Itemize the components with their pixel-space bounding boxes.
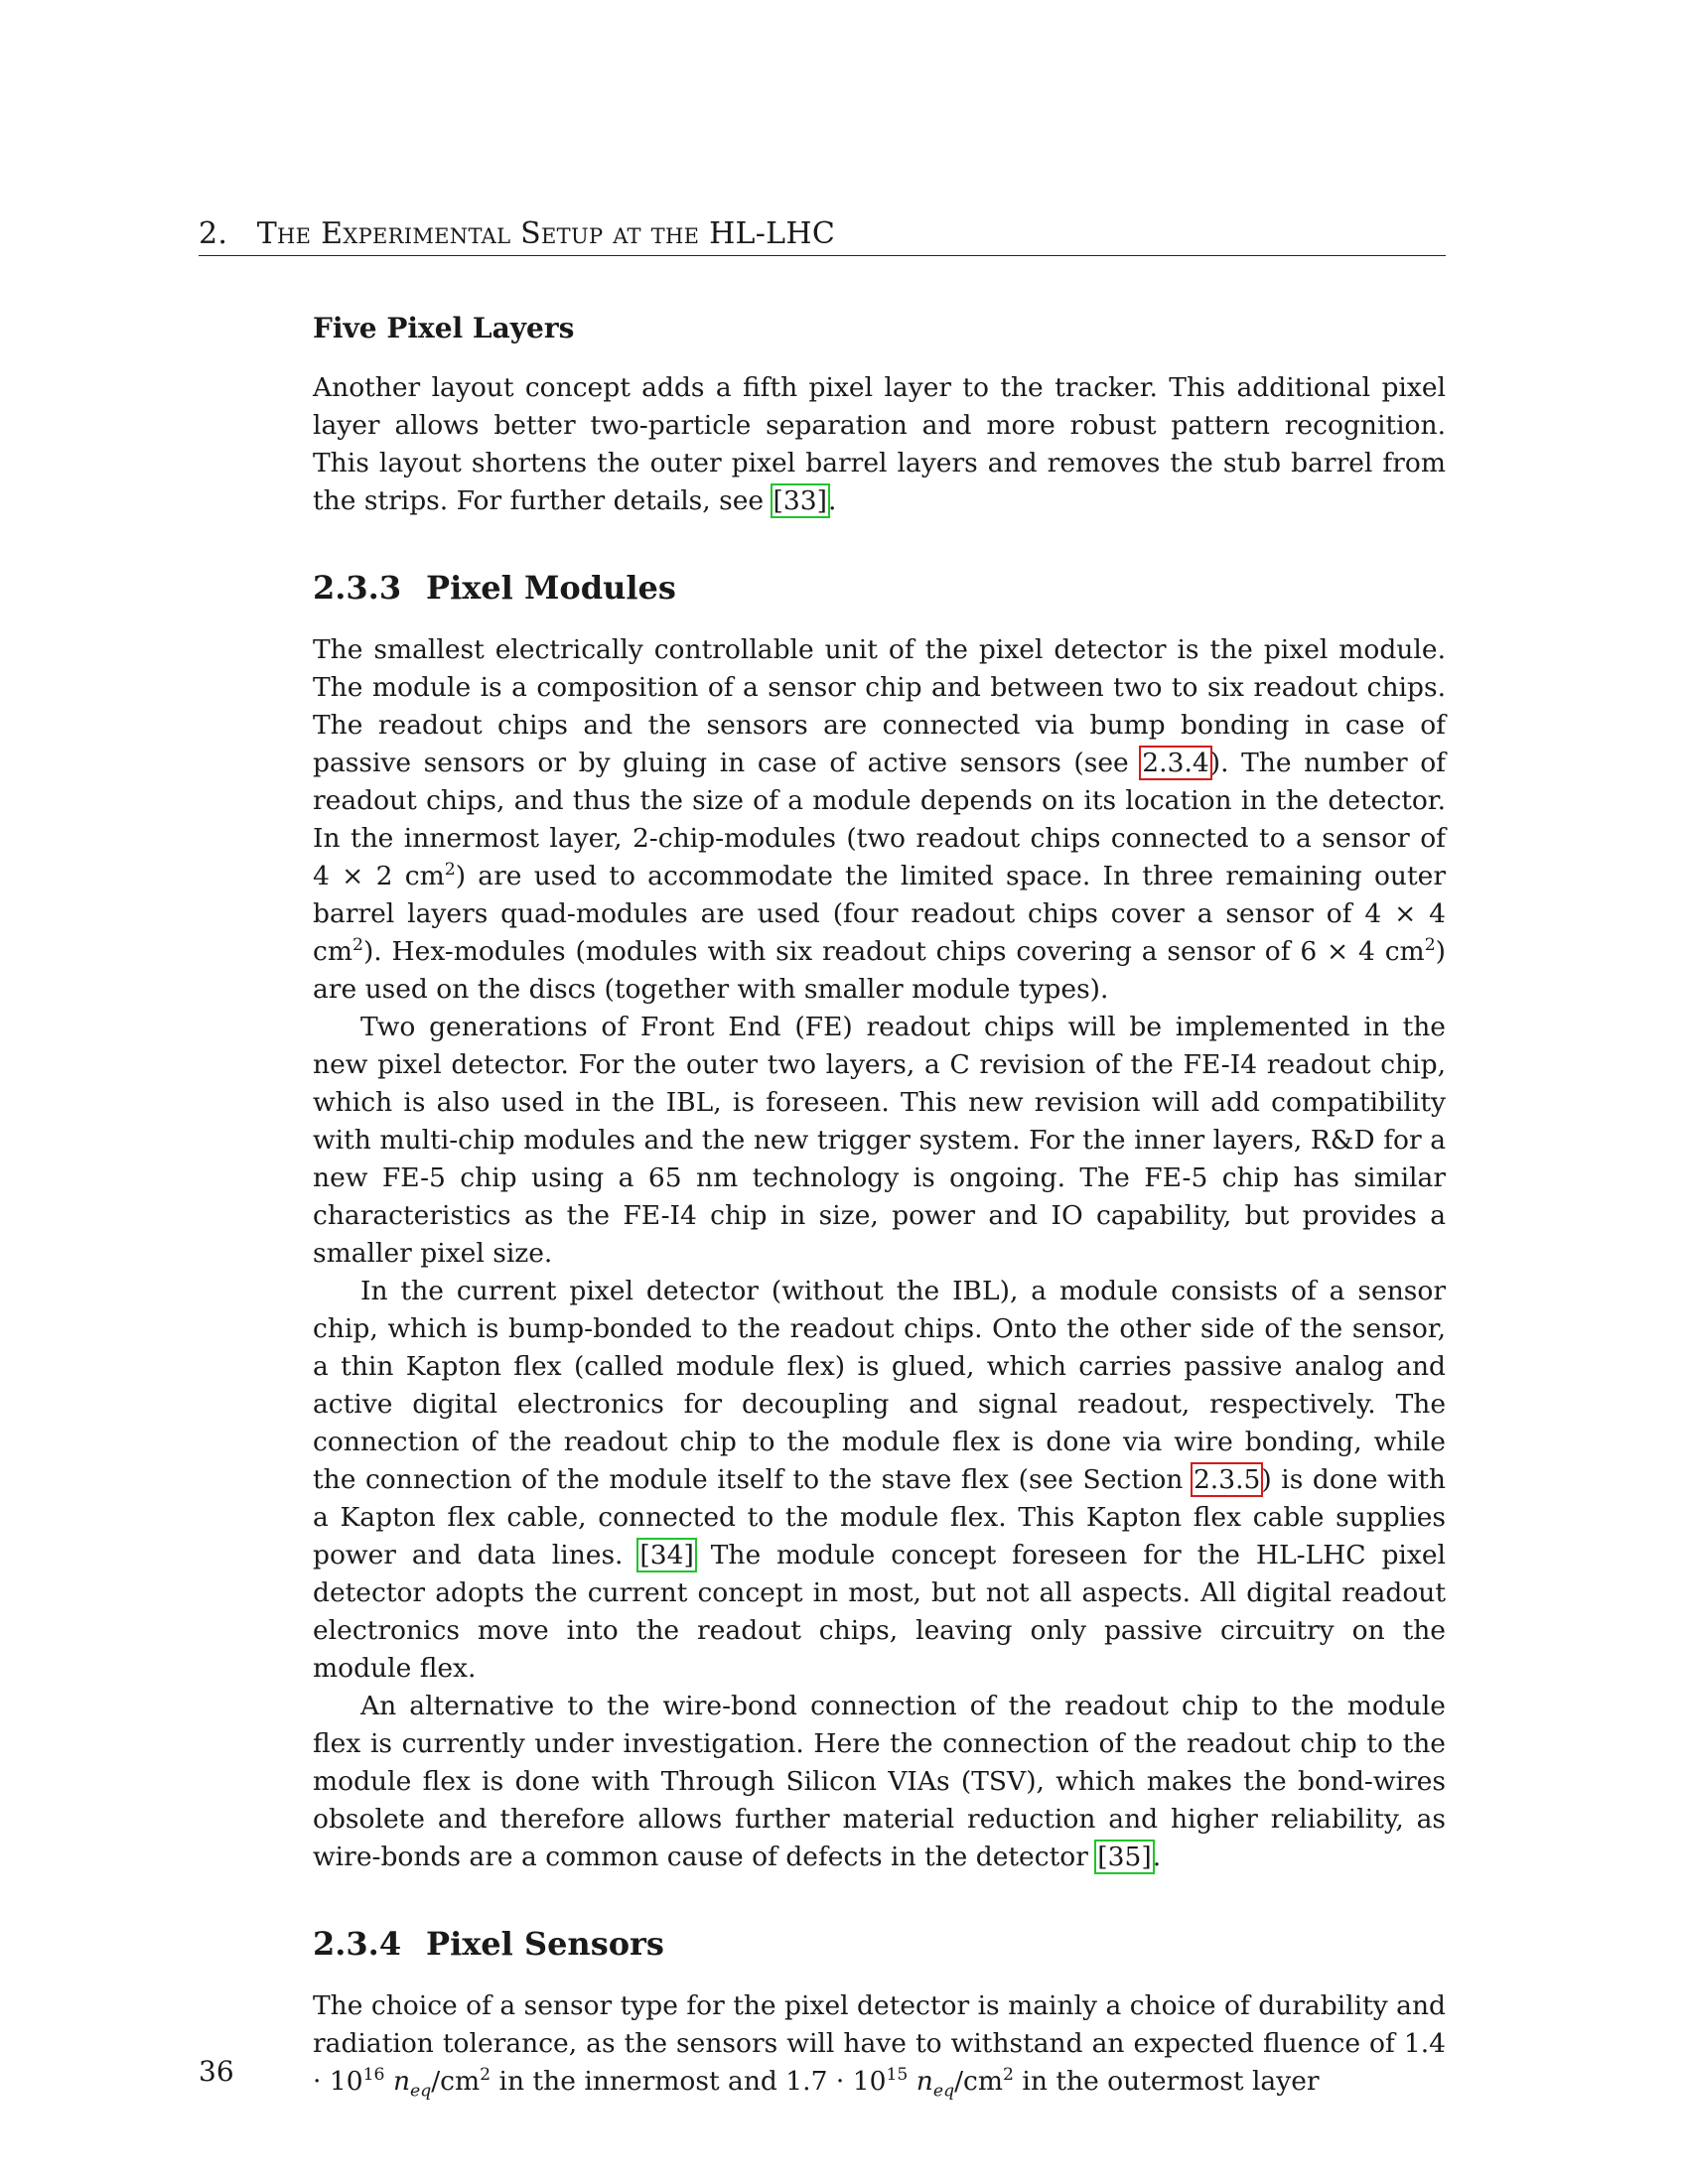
text: ). The number of readout chips, and thus the size of a module depends on its location in the detector. In the innermost layer, 2-chip-modules (two readout chips connected to a sensor of 4 × 2 cm — [313, 748, 1446, 891]
exponent: 16 — [362, 2065, 385, 2086]
text: in the innermost and 1.7 · 10 — [491, 2066, 887, 2097]
paragraph-five-pixel-layers — [313, 369, 1446, 520]
text: The choice of a sensor type for the pixel detector is mainly a choice of durability and radiation tolerance, as the sensors will have to withstand an expected fluence of 1.4 · 10 — [313, 1990, 1446, 2097]
symbol-n: n — [915, 2066, 933, 2097]
page-body — [313, 310, 1446, 2101]
section-number: 2.3.3 — [313, 569, 402, 607]
text: ) is done with a Kapton flex cable, connected to the module flex. This Kapton flex cable supplies power and data lines. — [313, 1464, 1446, 1570]
paragraph-modules-4 — [313, 1688, 1446, 1876]
citation-link-35[interactable]: [35] — [1097, 1842, 1152, 1872]
text: ). Hex-modules (modules with six readout chips covering a sensor of 6 × 4 cm — [362, 936, 1425, 967]
page-number: 36 — [199, 2055, 234, 2088]
unit: /cm — [431, 2066, 481, 2097]
text: ) are used on the discs (together with smaller module types). — [313, 936, 1446, 1005]
paragraph-modules-2: Two generations of Front End (FE) readout chips will be implemented in the new pixel detector. For the outer two layers, a C revision of the FE-I4 readout chip, which is also used in the IBL, is foreseen. This new revision will add compatibility with multi-chip modules and the new trigger system. For the inner layers, R&D for a new FE-5 chip using a 65 nm technology is ongoing. The FE-5 chip has similar characteristics as the FE-I4 chip in size, power and IO capability, but provides a smaller pixel size. — [313, 1012, 1446, 1269]
unit: /cm — [954, 2066, 1003, 2097]
text: . — [1152, 1842, 1162, 1872]
superscript: 2 — [444, 860, 456, 881]
citation-link-34[interactable]: [34] — [639, 1540, 694, 1570]
superscript: 2 — [480, 2065, 492, 2086]
superscript: 2 — [1424, 935, 1436, 956]
section-ref-link-2-3-5[interactable]: 2.3.5 — [1193, 1464, 1261, 1495]
subscript-eq: eq — [410, 2081, 432, 2102]
superscript: 2 — [1003, 2065, 1014, 2086]
superscript: 2 — [352, 935, 363, 956]
text: An alternative to the wire-bond connection of the readout chip to the module flex is currently under investigation. Here the connection of the readout chip to the module flex is done with Through Silicon VIAs (TSV), which makes the bond-wires obsolete and therefore allows further material reduction and higher reliability, as wire-bonds are a common cause of defects in the detector — [313, 1691, 1446, 1872]
text: ) are used to accommodate the limited space. In three remaining outer barrel layers quad-modules are used (four readout chips cover a sensor of 4 × 4 cm — [313, 861, 1447, 967]
running-head — [199, 216, 1446, 256]
paragraph-modules-1 — [313, 631, 1446, 1009]
section-title: Pixel Sensors — [426, 1925, 664, 1963]
section-number: 2.3.4 — [313, 1925, 402, 1963]
paragraph-heading-five-pixel-layers: Five Pixel Layers — [313, 312, 575, 344]
symbol-n: n — [392, 2066, 411, 2097]
chapter-number: 2. — [199, 216, 228, 251]
section-heading-pixel-sensors — [313, 1924, 1446, 1964]
section-heading-pixel-modules — [313, 568, 1446, 608]
text: In the current pixel detector (without the IBL), a module consists of a sensor chip, which is bump-bonded to the readout chips. Onto the other side of the sensor, a thin Kapton flex (called module flex) is glued, which carries passive analog and active digital electronics for decoupling and signal readout, respectively. The connection of the readout chip to the module flex is done via wire bonding, while the connection of the module itself to the stave flex (see Section — [313, 1276, 1446, 1495]
text: . — [827, 485, 837, 516]
paragraph-modules-3 — [313, 1273, 1446, 1688]
text: in the outermost layer — [1013, 2066, 1320, 2097]
chapter-title: The Experimental Setup at the HL-LHC — [256, 216, 836, 251]
section-title: Pixel Modules — [426, 569, 676, 607]
text: Another layout concept adds a fifth pixel layer to the tracker. This additional pixel layer allows better two-particle separation and more robust pattern recognition. This layout shortens the outer pixel barrel layers and removes the stub barrel from the strips. For further details, see — [313, 372, 1446, 516]
section-ref-link-2-3-4[interactable]: 2.3.4 — [1142, 748, 1209, 778]
text: The smallest electrically controllable unit of the pixel detector is the pixel module. The module is a composition of a sensor chip and between two to six readout chips. The readout chips and the sensors are connected via bump bonding in case of passive sensors or by gluing in case of active sensors (see — [313, 634, 1446, 778]
paragraph-sensors-1 — [313, 1987, 1446, 2101]
citation-link-33[interactable]: [33] — [773, 485, 827, 516]
text: The module concept foreseen for the HL-LHC pixel detector adopts the current concept in most, but not all aspects. All digital readout electronics move into the readout chips, leaving only passive circuitry on the module flex. — [313, 1540, 1446, 1684]
subscript-eq: eq — [932, 2081, 955, 2102]
exponent: 15 — [886, 2065, 909, 2086]
